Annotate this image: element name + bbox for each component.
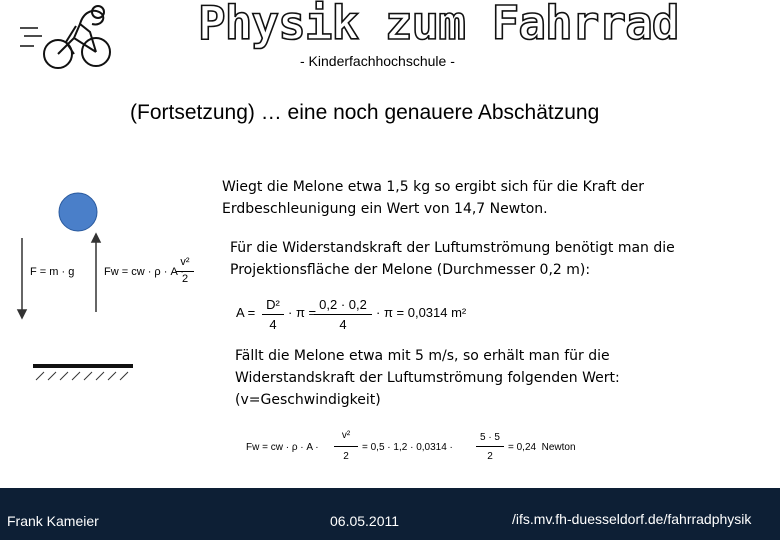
area-frac1-num: D² (266, 297, 280, 312)
footer-date: 06.05.2011 (330, 513, 400, 529)
fraction-line (314, 314, 372, 315)
area-frac1-den: 4 (269, 317, 277, 332)
footer-bar (0, 488, 780, 540)
page-title: Physik zum Fahrrad (198, 0, 679, 50)
force-formula-mid: = 0,5 · 1,2 · 0,0314 · (362, 442, 453, 453)
drag-formula-diagram: Fw = cw · ρ · A · (104, 266, 184, 278)
force-diagram (0, 180, 210, 390)
drag-formula-denominator: 2 (181, 273, 189, 285)
cyclist-logo (18, 2, 113, 74)
gravity-formula: F = m · g (30, 266, 75, 278)
section-heading: (Fortsetzung) … eine noch genauere Abschätzung (130, 101, 600, 124)
paragraph-gravity: Wiegt die Melone etwa 1,5 kg so ergibt sich für die Kraft der Erdbeschleunigung ein Wert von 14,7 Newton. (222, 179, 645, 217)
footer-author: Frank Kameier (7, 513, 99, 529)
melon (59, 193, 97, 231)
area-formula-mid: · π = (288, 305, 317, 320)
paragraph-drag: Fällt die Melone etwa mit 5 m/s, so erhält man für die Widerstandskraft der Luftumströmung folgenden Wert: (v=Geschwindigkeit) (235, 348, 620, 408)
fraction-line (334, 446, 358, 447)
area-formula-lhs: A = (236, 305, 256, 320)
force-frac2-den: 2 (487, 451, 493, 462)
area-frac2-num: 0,2 · 0,2 (319, 297, 367, 312)
force-frac2-num: 5 · 5 (479, 432, 500, 443)
page-subtitle: - Kinderfachhochschule - (300, 53, 455, 69)
force-formula-lhs: Fw = cw · ρ · A · (246, 442, 319, 453)
paragraph-projection: Für die Widerstandskraft der Luftumströmung benötigt man die Projektionsfläche der Melone (Durchmesser 0,2 m): (230, 240, 675, 278)
area-frac2-den: 4 (339, 317, 347, 332)
area-formula-result: · π = 0,0314 m² (376, 305, 467, 320)
drag-formula-numerator: v² (180, 256, 190, 268)
force-frac1-num: v² (341, 430, 351, 441)
footer-url[interactable]: /ifs.mv.fh-duesseldorf.de/fahrradphysik (512, 511, 752, 527)
fraction-line (176, 271, 194, 272)
fraction-line (262, 314, 284, 315)
force-frac1-den: 2 (343, 451, 349, 462)
fraction-line (476, 446, 504, 447)
force-formula-result: = 0,24 Newton (508, 442, 576, 453)
